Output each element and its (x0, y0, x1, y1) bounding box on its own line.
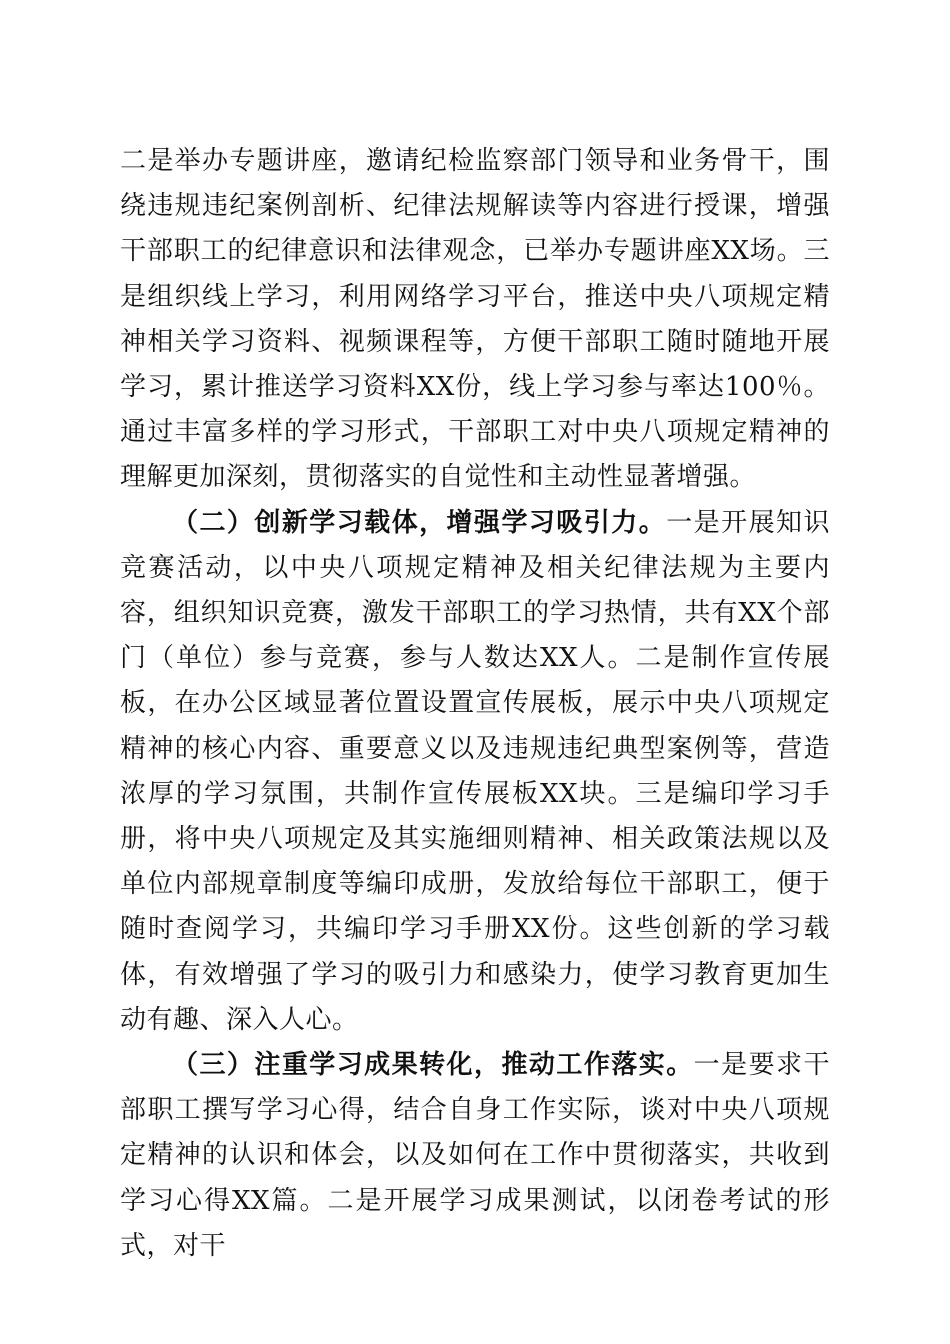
paragraph-text: 二是举办专题讲座，邀请纪检监察部门领导和业务骨干，围绕违规违纪案例剖析、纪律法规解读等内容进行授课，增强干部职工的纪律意识和法律观念，已举办专题讲座XX场。三是组织线上学习，利用网络学习平台，推送中央八项规定精神相关学习资料、视频课程等，方便干部职工随时随地开展学习，累计推送学习资料XX份，线上学习参与率达100％。通过丰富多样的学习形式，干部职工对中央八项规定精神的理解更加深刻，贯彻落实的自觉性和主动性显著增强。 (120, 146, 830, 493)
section-heading: （二）创新学习载体，增强学习吸引力。 (172, 507, 667, 538)
paragraph-text: 一是要求干部职工撰写学习心得，结合自身工作实际，谈对中央八项规定精神的认识和体会，以及如何在工作中贯彻落实，共收到学习心得XX篇。二是开展学习成果测试，以闭卷考试的形式，对干 (120, 1050, 830, 1261)
document-body (120, 139, 830, 1269)
paragraph-continued (120, 139, 830, 501)
paragraph-section-two (120, 501, 830, 1043)
paragraph-section-three (120, 1043, 830, 1269)
section-heading: （三）注重学习成果转化，推动工作落实。 (172, 1050, 694, 1081)
paragraph-text: 一是开展知识竞赛活动，以中央八项规定精神及相关纪律法规为主要内容，组织知识竞赛，激发干部职工的学习热情，共有XX个部门（单位）参与竞赛，参与人数达XX人。二是制作宣传展板，在办公区域显著位置设置宣传展板，展示中央八项规定精神的核心内容、重要意义以及违规违纪典型案例等，营造浓厚的学习氛围，共制作宣传展板XX块。三是编印学习手册，将中央八项规定及其实施细则精神、相关政策法规以及单位内部规章制度等编印成册，发放给每位干部职工，便于随时查阅学习，共编印学习手册XX份。这些创新的学习载体，有效增强了学习的吸引力和感染力，使学习教育更加生动有趣、深入人心。 (120, 507, 830, 1035)
